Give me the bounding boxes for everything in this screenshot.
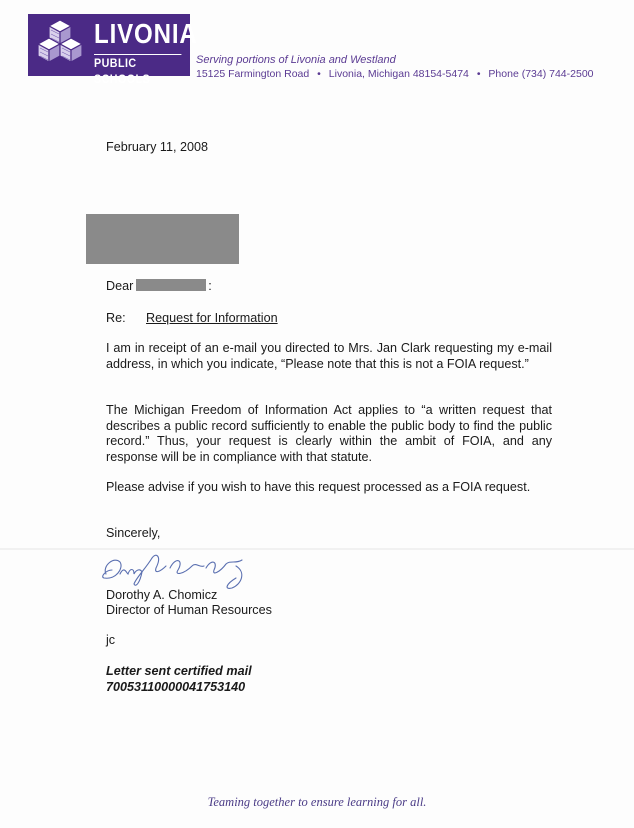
salutation-suffix: : [208, 279, 212, 293]
certified-mail-note: Letter sent certified mail [106, 664, 252, 678]
signer-name: Dorothy A. Chomicz [106, 588, 218, 602]
certified-mail-number: 70053110000041753140 [106, 680, 246, 694]
body-paragraph-1: I am in receipt of an e-mail you directed to Mrs. Jan Clark requesting my e-mail address, in which you indicate, “Please note that this is not a FOIA request.” [106, 341, 552, 371]
subject-line [106, 311, 278, 327]
address-separator: • [476, 68, 481, 80]
letterhead-tagline: Serving portions of Livonia and Westland [196, 54, 396, 66]
logo-subtitle: PUBLIC SCHOOLS [94, 54, 181, 88]
redacted-recipient-name [136, 279, 206, 291]
closing: Sincerely, [106, 526, 161, 540]
address-city: Livonia, Michigan 48154-5474 [328, 68, 469, 80]
stacked-cubes-icon [32, 18, 88, 72]
logo-wordmark: LIVONIA [94, 18, 198, 49]
body-paragraph-2: The Michigan Freedom of Information Act applies to “a written request that describes a public record sufficiently to enable the public body to find the public record.” Thus, your request is clearly within the ambit of FOIA, and any response will be in compliance with that statute. [106, 403, 552, 464]
body-paragraph-3: Please advise if you wish to have this request processed as a FOIA request. [106, 480, 531, 494]
typist-initials: jc [106, 633, 116, 647]
address-street: 15125 Farmington Road [196, 68, 310, 80]
footer-motto: Teaming together to ensure learning for all. [207, 795, 427, 809]
handwritten-signature [96, 548, 256, 592]
address-separator: • [317, 68, 321, 80]
district-logo [28, 14, 198, 86]
subject-text: Request for Information [146, 311, 278, 325]
redacted-address-block [86, 214, 239, 264]
salutation [106, 279, 212, 295]
signer-title: Director of Human Resources [106, 603, 272, 617]
letterhead-address [196, 68, 594, 80]
salutation-prefix: Dear [106, 279, 134, 293]
letter-date: February 11, 2008 [106, 140, 208, 154]
address-phone: Phone (734) 744-2500 [488, 68, 594, 80]
re-label: Re: [106, 311, 126, 325]
